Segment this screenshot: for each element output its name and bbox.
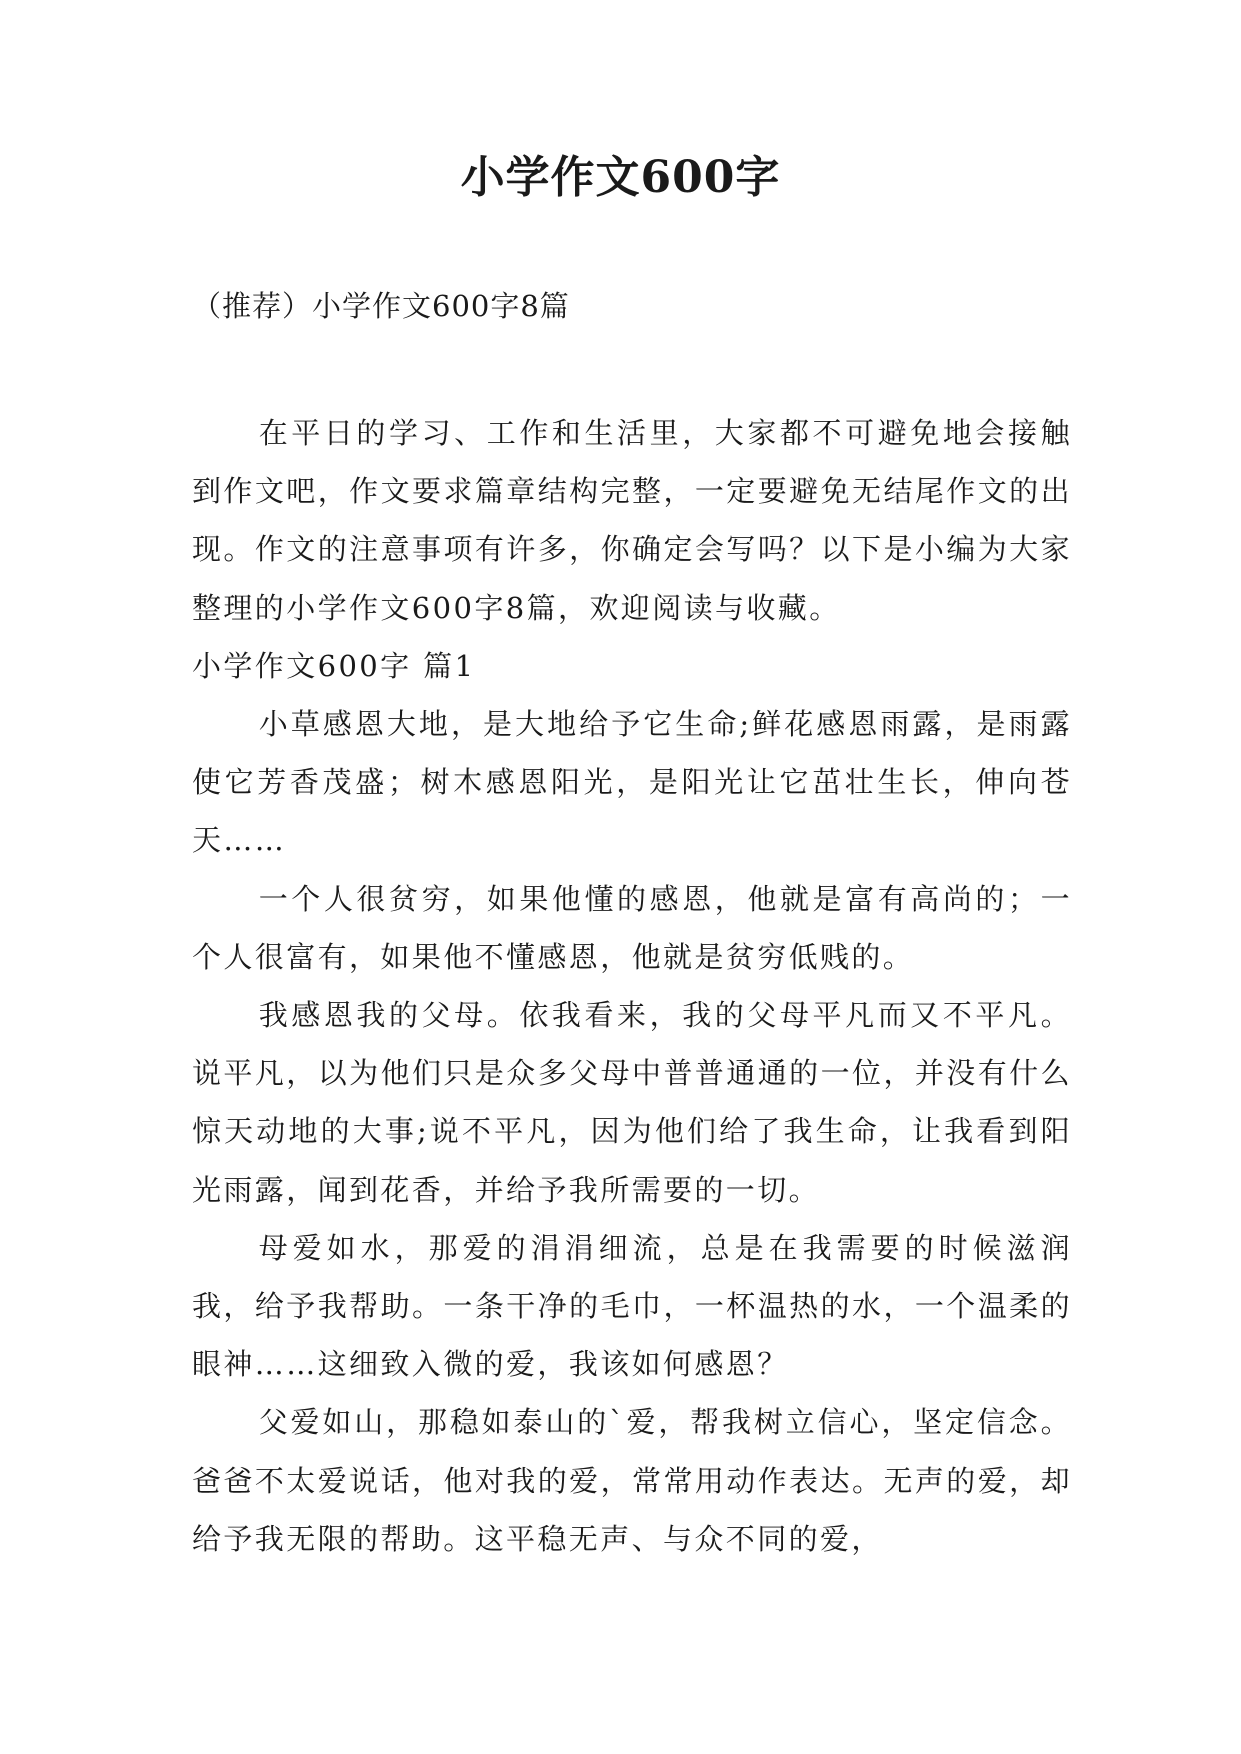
- body-paragraph: 一个人很贫穷，如果他懂的感恩，他就是富有高尚的；一个人很富有，如果他不懂感恩，他就是贫穷低贱的。: [192, 881, 1072, 974]
- body-paragraph: 我感恩我的父母。依我看来，我的父母平凡而又不平凡。说平凡，以为他们只是众多父母中普普通通的一位，并没有什么惊天动地的大事;说不平凡，因为他们给了我生命，让我看到阳光雨露，闻到花香，并给予我所需要的一切。: [192, 998, 1072, 1207]
- document-body: [192, 404, 1072, 1568]
- document-subtitle: （推荐）小学作文600字8篇: [192, 289, 570, 323]
- body-paragraph: 父爱如山，那稳如泰山的`爱，帮我树立信心，坚定信念。爸爸不太爱说话，他对我的爱，常常用动作表达。无声的爱，却给予我无限的帮助。这平稳无声、与众不同的爱，: [192, 1405, 1072, 1556]
- body-paragraph: 小草感恩大地，是大地给予它生命;鲜花感恩雨露，是雨露使它芳香茂盛；树木感恩阳光，是阳光让它茁壮生长，伸向苍天……: [192, 707, 1072, 858]
- body-paragraph: 母爱如水，那爱的涓涓细流，总是在我需要的时候滋润我，给予我帮助。一条干净的毛巾，一杯温热的水，一个温柔的眼神……这细致入微的爱，我该如何感恩？: [192, 1230, 1072, 1382]
- document-title: 小学作文600字: [460, 152, 781, 203]
- intro-paragraph: 在平日的学习、工作和生活里，大家都不可避免地会接触到作文吧，作文要求篇章结构完整，一定要避免无结尾作文的出现。作文的注意事项有许多，你确定会写吗？以下是小编为大家整理的小学作文600字8篇，欢迎阅读与收藏。: [192, 416, 1072, 625]
- section-heading: 小学作文600字 篇1: [192, 648, 476, 683]
